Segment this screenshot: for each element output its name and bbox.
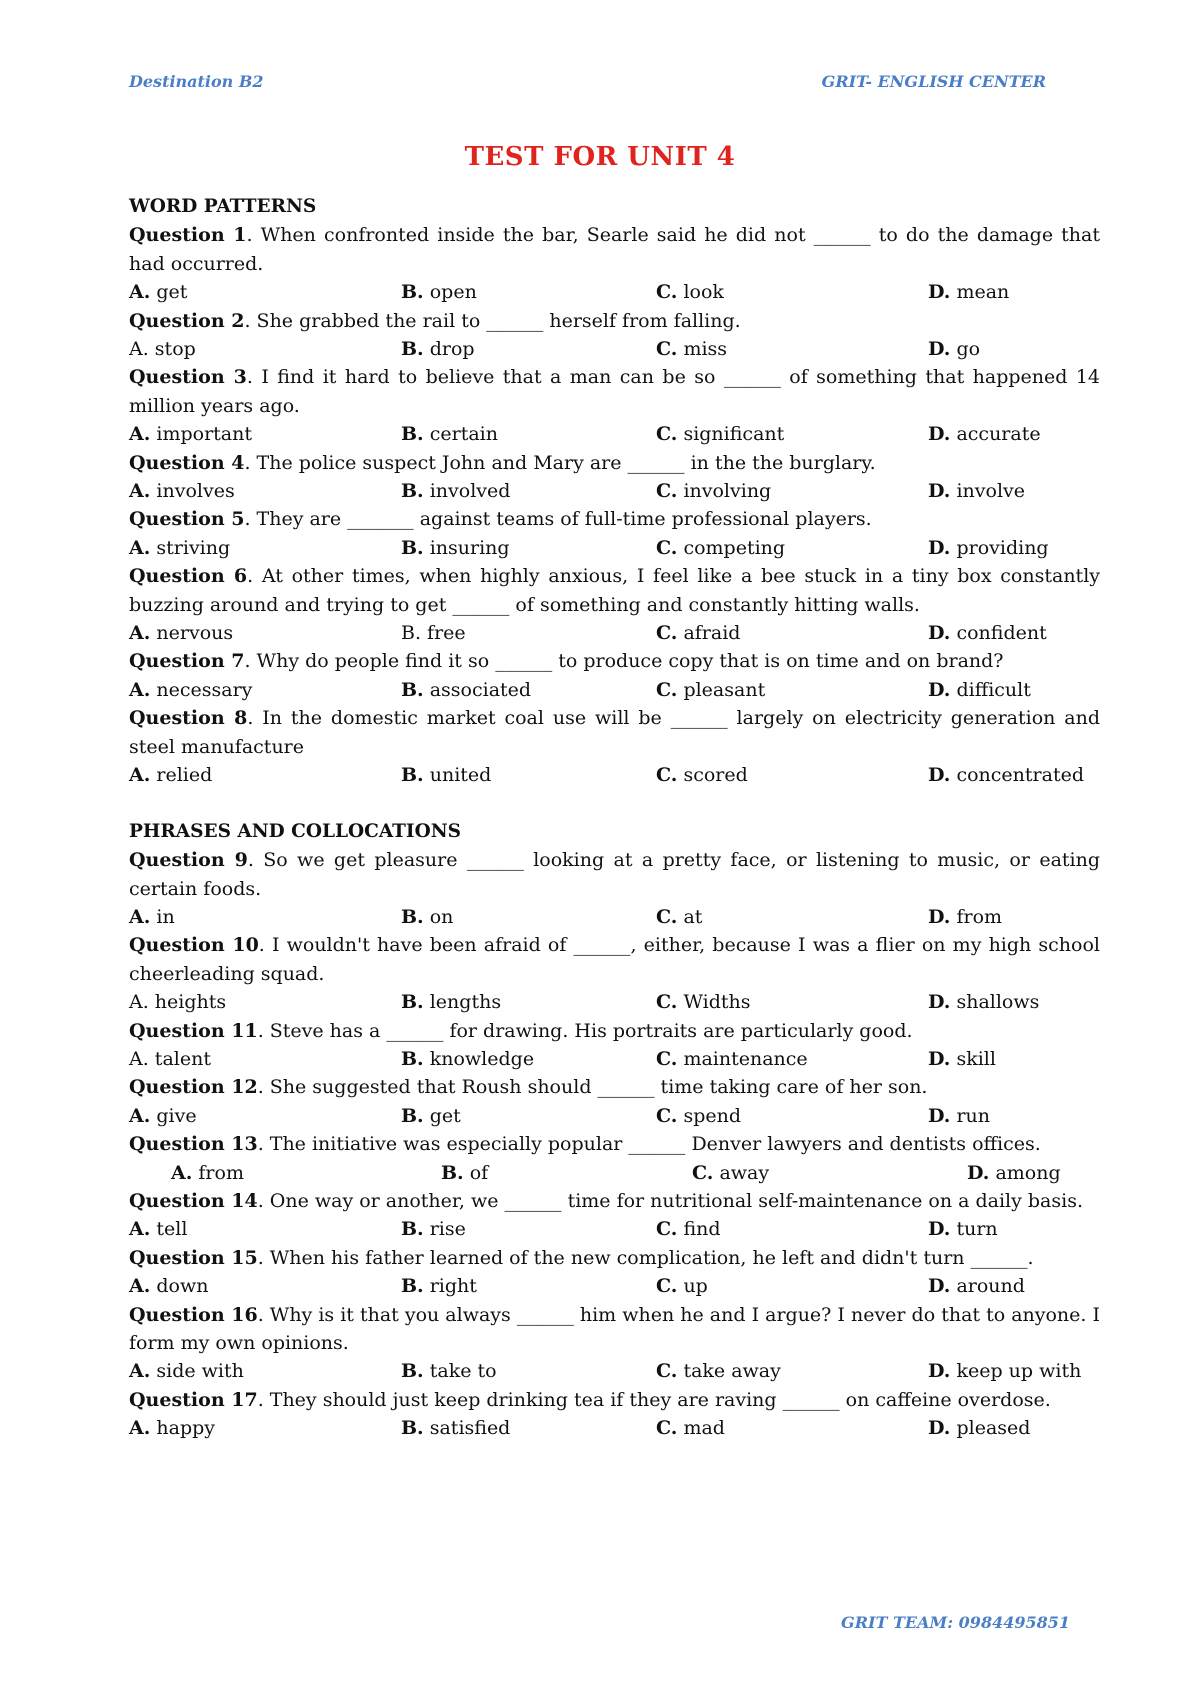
option-c[interactable]: C. away [692, 1161, 770, 1184]
answer-options [129, 903, 1100, 931]
question-label: Question 15 [129, 1246, 258, 1269]
option-d[interactable]: D. from [928, 906, 1003, 929]
question-text: . Steve has a ______ for drawing. His portraits are particularly good. [257, 1019, 913, 1042]
option-c[interactable]: C. at [656, 906, 703, 929]
answer-options [129, 676, 1100, 704]
question-text: . They should just keep drinking tea if they are raving ______ on caffeine overdose. [257, 1388, 1051, 1411]
question-label: Question 5 [129, 508, 245, 531]
question-text: . In the domestic market coal use will be ______ largely on electricity generation and steel manufacture [129, 707, 1101, 758]
question-3 [129, 363, 1100, 420]
option-c[interactable]: C. competing [656, 536, 786, 559]
option-a[interactable]: A. stop [129, 338, 196, 361]
question-text: . I wouldn't have been afraid of ______, either, because I was a flier on my high school cheerleading squad. [129, 934, 1101, 985]
option-c[interactable]: C. find [656, 1218, 721, 1241]
answer-options [129, 477, 1100, 505]
question-text: . When his father learned of the new complication, he left and didn't turn ______. [257, 1246, 1034, 1269]
option-d[interactable]: D. among [967, 1161, 1061, 1184]
answer-options [129, 1215, 1100, 1243]
option-a[interactable]: A. nervous [129, 622, 234, 645]
question-12 [129, 1073, 1100, 1101]
section-title: PHRASES AND COLLOCATIONS [129, 820, 461, 842]
option-d[interactable]: D. providing [928, 536, 1049, 559]
option-a[interactable]: A. relied [129, 764, 213, 787]
question-label: Question 3 [129, 366, 247, 389]
answer-options [129, 619, 1100, 647]
question-text: . So we get pleasure ______ looking at a pretty face, or listening to music, or eating certain foods. [129, 849, 1101, 900]
question-label: Question 4 [129, 451, 245, 474]
option-a[interactable]: A. involves [129, 480, 235, 503]
option-d[interactable]: D. confident [928, 622, 1047, 645]
question-label: Question 8 [129, 707, 248, 730]
option-d[interactable]: D. around [928, 1275, 1025, 1298]
option-d[interactable]: D. accurate [928, 423, 1041, 446]
option-a[interactable]: A. heights [129, 991, 227, 1014]
question-label: Question 16 [129, 1303, 258, 1326]
question-text: . At other times, when highly anxious, I feel like a bee stuck in a tiny box constantly buzzing around and trying to get ______ of something and constantly hitting walls. [129, 565, 1100, 616]
answer-options [129, 761, 1100, 789]
question-label: Question 1 [129, 224, 247, 247]
answer-options [129, 1045, 1100, 1073]
option-b[interactable]: B. insuring [401, 536, 510, 559]
question-text: . The police suspect John and Mary are ______ in the the burglary. [244, 451, 876, 474]
test-content [129, 193, 1100, 1443]
question-label: Question 6 [129, 565, 248, 588]
option-c[interactable]: C. look [656, 281, 724, 304]
question-text: . When confronted inside the bar, Searle said he did not ______ to do the damage that had occurred. [129, 224, 1100, 275]
option-c[interactable]: C. afraid [656, 622, 741, 645]
option-a[interactable]: A. tell [129, 1218, 188, 1241]
option-b[interactable]: B. get [401, 1104, 461, 1127]
section-title: WORD PATTERNS [129, 196, 317, 217]
question-13 [129, 1130, 1100, 1158]
option-c[interactable]: C. spend [656, 1104, 742, 1127]
option-c[interactable]: C. maintenance [656, 1048, 808, 1071]
option-b[interactable]: B. lengths [401, 991, 502, 1014]
answer-options [129, 1357, 1100, 1385]
option-a[interactable]: A. talent [129, 1048, 211, 1071]
option-a[interactable]: A. important [129, 423, 253, 446]
option-d[interactable]: D. run [928, 1104, 991, 1127]
answer-options [129, 1272, 1100, 1300]
option-a[interactable]: A. get [129, 281, 188, 304]
option-a[interactable]: A. from [171, 1161, 244, 1184]
question-label: Question 7 [129, 650, 245, 673]
option-d[interactable]: D. difficult [928, 678, 1031, 701]
answer-options [129, 534, 1100, 562]
question-label: Question 11 [129, 1019, 258, 1042]
footer-contact: GRIT TEAM: 0984495851 [841, 1613, 1070, 1632]
question-label: Question 2 [129, 309, 245, 332]
question-15 [129, 1244, 1100, 1272]
option-b[interactable]: B. rise [401, 1218, 466, 1241]
option-b[interactable]: B. of [441, 1161, 489, 1184]
question-label: Question 17 [129, 1388, 258, 1411]
header-book-title: Destination B2 [129, 72, 264, 91]
question-label: Question 13 [129, 1133, 258, 1156]
option-a[interactable]: A. necessary [129, 678, 253, 701]
option-d[interactable]: D. keep up with [928, 1360, 1082, 1383]
header-center-name: GRIT- ENGLISH CENTER [821, 72, 1046, 91]
option-b[interactable]: B. associated [401, 678, 532, 701]
question-text: . They are _______ against teams of full-time professional players. [244, 508, 872, 531]
option-b[interactable]: B. involved [401, 480, 511, 503]
option-a[interactable]: A. striving [129, 536, 231, 559]
question-11 [129, 1017, 1100, 1045]
question-6 [129, 562, 1100, 619]
question-text: . She grabbed the rail to ______ herself from falling. [244, 309, 741, 332]
option-d[interactable]: D. go [928, 338, 981, 361]
option-c[interactable]: C. take away [656, 1360, 781, 1383]
question-text: . I find it hard to believe that a man can be so ______ of something that happened 14 million years ago. [129, 366, 1101, 417]
option-b[interactable]: B. certain [401, 423, 498, 446]
option-c[interactable]: C. up [656, 1275, 708, 1298]
option-b[interactable]: B. satisfied [401, 1417, 511, 1440]
question-label: Question 12 [129, 1076, 258, 1099]
option-d[interactable]: D. pleased [928, 1417, 1031, 1440]
answer-options [129, 420, 1100, 448]
option-b[interactable]: B. on [401, 906, 454, 929]
question-text: . Why do people find it so ______ to produce copy that is on time and on brand? [244, 650, 1004, 673]
question-text: . One way or another, we ______ time for nutritional self-maintenance on a daily basis. [257, 1190, 1083, 1212]
question-2 [129, 307, 1100, 335]
question-5 [129, 505, 1100, 533]
option-c[interactable]: C. Widths [656, 991, 751, 1014]
option-d[interactable]: D. involve [928, 480, 1026, 503]
option-c[interactable]: C. miss [656, 338, 728, 361]
question-17 [129, 1386, 1100, 1414]
question-14 [129, 1187, 1100, 1215]
option-a[interactable]: A. in [129, 906, 175, 929]
option-d[interactable]: D. turn [928, 1218, 998, 1241]
option-a[interactable]: A. side with [129, 1360, 244, 1383]
question-text: . She suggested that Roush should ______ time taking care of her son. [257, 1076, 928, 1099]
option-c[interactable]: C. mad [656, 1417, 725, 1440]
answer-options [129, 1414, 1100, 1442]
option-c[interactable]: C. significant [656, 423, 785, 446]
option-c[interactable]: C. pleasant [656, 678, 766, 701]
answer-options [129, 335, 1100, 363]
question-text: . Why is it that you always ______ him when he and I argue? I never do that to anyone. I form my own opinions. [129, 1303, 1101, 1354]
page-title: TEST FOR UNIT 4 [464, 142, 736, 172]
question-1 [129, 221, 1100, 278]
question-7 [129, 647, 1100, 675]
option-a[interactable]: A. happy [129, 1417, 216, 1440]
option-b[interactable]: B. united [401, 764, 492, 787]
question-16 [129, 1301, 1100, 1358]
option-d[interactable]: D. skill [928, 1048, 996, 1071]
question-8 [129, 704, 1100, 761]
option-d[interactable]: D. concentrated [928, 764, 1084, 787]
question-10 [129, 931, 1100, 988]
option-b[interactable]: B. drop [401, 338, 475, 361]
answer-options [171, 1159, 1100, 1187]
question-4 [129, 449, 1100, 477]
option-b[interactable]: B. open [401, 281, 477, 304]
option-b[interactable]: B. right [401, 1275, 477, 1298]
section-spacer [129, 789, 1100, 817]
option-c[interactable]: C. scored [656, 764, 748, 787]
option-d[interactable]: D. mean [928, 281, 1010, 304]
answer-options [129, 1102, 1100, 1130]
option-a[interactable]: A. down [129, 1275, 209, 1298]
option-b[interactable]: B. knowledge [401, 1048, 535, 1071]
option-b[interactable]: B. take to [401, 1360, 497, 1383]
question-text: . The initiative was especially popular ______ Denver lawyers and dentists offices. [257, 1133, 1041, 1156]
question-label: Question 9 [129, 849, 248, 872]
question-label: Question 10 [129, 934, 259, 957]
answer-options [129, 278, 1100, 306]
option-d[interactable]: D. shallows [928, 991, 1040, 1014]
option-c[interactable]: C. involving [656, 480, 772, 503]
option-b[interactable]: B. free [401, 622, 466, 645]
answer-options [129, 988, 1100, 1016]
question-label: Question 14 [129, 1190, 258, 1212]
question-9 [129, 846, 1100, 903]
option-a[interactable]: A. give [129, 1104, 197, 1127]
